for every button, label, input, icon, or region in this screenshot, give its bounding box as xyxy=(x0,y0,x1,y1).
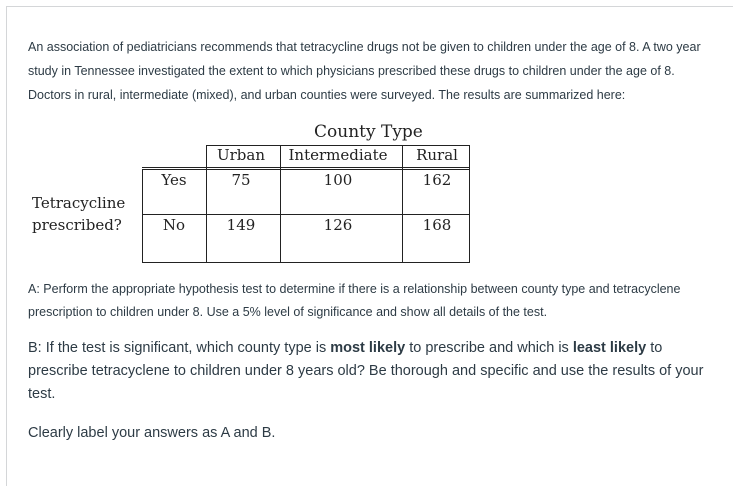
question-b-bold-least-likely: least likely xyxy=(572,340,647,356)
question-b xyxy=(28,337,718,406)
question-b-text-3: to prescribe tetracyclene to children under 8 years old? Be thorough and specific and use the results of your test. xyxy=(28,340,704,402)
cell-yes-urban: 75 xyxy=(231,171,251,189)
cell-yes-rural: 162 xyxy=(422,171,452,189)
table-rule-header-double xyxy=(142,169,470,170)
table-rule-header-bottom xyxy=(142,167,470,168)
table-rule-row-label-left xyxy=(142,169,143,263)
cell-yes-intermediate: 100 xyxy=(323,171,353,189)
row-group-label-line1: Tetracycline xyxy=(32,194,126,212)
table-rule-col-1 xyxy=(206,145,207,263)
page-top-border xyxy=(6,6,733,7)
cell-no-rural: 168 xyxy=(422,216,452,234)
question-b-bold-most-likely: most likely xyxy=(330,340,406,356)
table-title: County Type xyxy=(314,122,423,142)
table-rule-bottom xyxy=(142,262,470,263)
question-a: A: Perform the appropriate hypothesis test to determine if there is a relationship between county type and tetracyclene prescription to children under 8. Use a 5% level of significance and show all details of the test. xyxy=(28,282,681,319)
table-rule-col-3 xyxy=(402,145,403,263)
intro-paragraph: An association of pediatricians recommends that tetracycline drugs not be given to children under the age of 8. A two year study in Tennessee investigated the extent to which physicians prescribed these drugs to children under the age of 8. Doctors in rural, intermediate (mixed), and urban counties were surveyed. The results are summarized here: xyxy=(28,40,701,102)
column-header-intermediate: Intermediate xyxy=(288,146,388,164)
answer-instruction: Clearly label your answers as A and B. xyxy=(28,425,276,441)
column-header-rural: Rural xyxy=(416,146,458,164)
cell-no-intermediate: 126 xyxy=(323,216,353,234)
row-label-no: No xyxy=(162,216,186,234)
row-label-yes: Yes xyxy=(161,171,187,189)
question-b-text-1: B: If the test is significant, which county type is xyxy=(28,340,331,356)
table-rule-header-top xyxy=(206,145,470,146)
question-b-text-2: to prescribe and which is xyxy=(405,340,573,356)
row-group-label-line2: prescribed? xyxy=(32,216,122,234)
table-rule-row-divider xyxy=(142,214,470,215)
cell-no-urban: 149 xyxy=(226,216,256,234)
table-rule-col-4 xyxy=(469,145,470,263)
page-left-border xyxy=(6,6,7,486)
table-rule-col-2 xyxy=(280,145,281,263)
column-header-urban: Urban xyxy=(216,146,266,164)
